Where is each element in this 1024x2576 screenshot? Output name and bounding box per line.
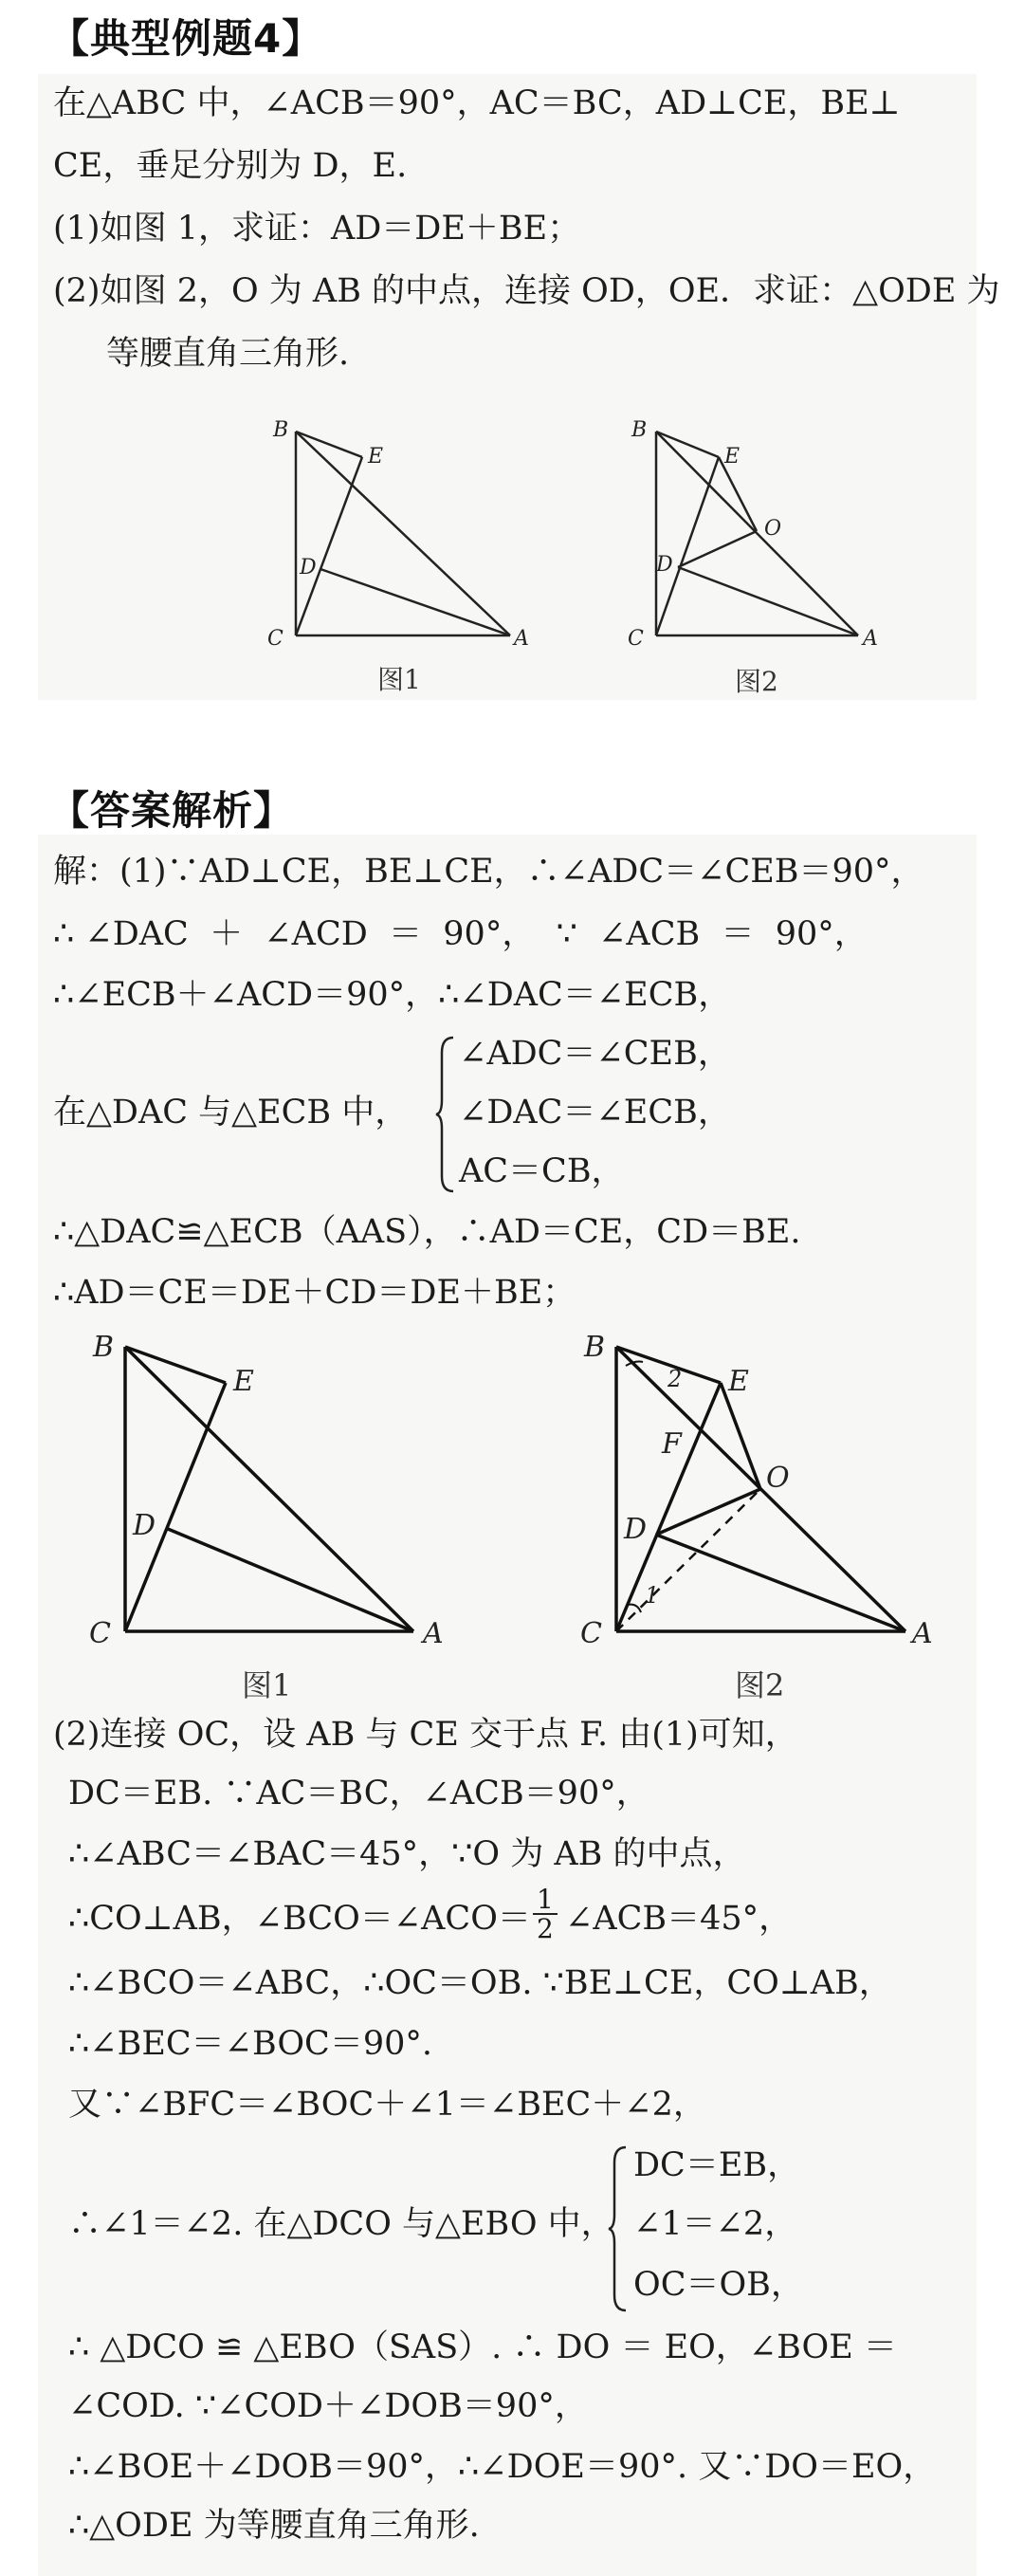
part2-line-3: ∴∠ABC＝∠BAC＝45°，∵O 为 AB 的中点，	[68, 1835, 746, 1873]
label-E: E	[724, 445, 741, 469]
label-B: B	[584, 1331, 606, 1364]
answer-system-1-line-2: ∠DAC＝∠ECB，	[459, 1094, 731, 1132]
problem-figure-2-caption: 图2	[735, 666, 778, 697]
answer-figure-2	[569, 1328, 967, 1650]
answer-system-2-line-1: DC＝EB，	[633, 2146, 801, 2184]
fraction-numerator: 1	[533, 1886, 558, 1915]
problem-line-4: (2)如图 2，O 为 AB 的中点，连接 OD，OE．求证：△ODE 为	[53, 272, 1000, 310]
label-C: C	[89, 1617, 111, 1650]
label-E: E	[233, 1365, 254, 1398]
part2-line-12: ∴△ODE 为等腰直角三角形.	[68, 2507, 480, 2545]
part2-line-9: ∴ △DCO ≌ △EBO（SAS）. ∴ DO ＝ EO，∠BOE ＝	[68, 2328, 897, 2366]
part2-line-10: ∠COD. ∵∠COD＋∠DOB＝90°，	[68, 2387, 588, 2425]
part2-line-1: (2)连接 OC，设 AB 与 CE 交于点 F. 由(1)可知，	[53, 1716, 798, 1754]
part2-line-2: DC＝EB. ∵AC＝BC，∠ACB＝90°，	[68, 1775, 649, 1812]
label-B: B	[273, 418, 289, 442]
answer-system-2-line-3: OC＝OB，	[633, 2266, 804, 2304]
problem-line-2: CE，垂足分别为 D，E.	[53, 147, 408, 185]
answer-title: 【答案解析】	[49, 787, 295, 834]
label-angle-1: 1	[645, 1582, 660, 1609]
label-A: A	[514, 627, 529, 651]
label-C: C	[267, 627, 283, 651]
label-O: O	[766, 1462, 790, 1495]
answer-line-1: 解：(1)∵AD⊥CE，BE⊥CE，∴∠ADC＝∠CEB＝90°，	[53, 853, 924, 891]
label-O: O	[764, 517, 782, 541]
label-angle-2: 2	[667, 1366, 683, 1392]
problem-line-3: (1)如图 1，求证：AD＝DE＋BE；	[53, 210, 581, 248]
answer-system-2-line-2: ∠1＝∠2，	[633, 2205, 798, 2243]
problem-line-5: 等腰直角三角形.	[106, 335, 350, 373]
part2-line-8: ∴∠1＝∠2. 在△DCO 与△EBO 中，	[68, 2205, 614, 2243]
answer-figure-1	[76, 1328, 474, 1650]
label-D: D	[624, 1513, 648, 1546]
part2-line-6: ∴∠BEC＝∠BOC＝90°.	[68, 2025, 432, 2063]
label-A: A	[423, 1617, 444, 1650]
problem-title: 【典型例题4】	[49, 15, 323, 62]
fraction-one-half	[529, 1886, 561, 1943]
answer-line-8: ∴△DAC≌△ECB（AAS），∴AD＝CE，CD＝BE.	[53, 1213, 801, 1251]
problem-line-1: 在△ABC 中，∠ACB＝90°，AC＝BC，AD⊥CE，BE⊥	[53, 84, 901, 122]
answer-figure-2-caption: 图2	[735, 1667, 785, 1703]
part2-line-4b: ∠ACB＝45°，	[565, 1900, 793, 1938]
problem-figure-2	[607, 408, 891, 654]
label-E: E	[368, 445, 384, 469]
answer-line-4: 在△DAC 与△ECB 中，	[53, 1094, 409, 1132]
label-B: B	[93, 1331, 115, 1364]
label-A: A	[863, 627, 878, 651]
part2-line-7: 又∵∠BFC＝∠BOC＋∠1＝∠BEC＋∠2，	[68, 2086, 706, 2124]
label-C: C	[580, 1617, 602, 1650]
label-D: D	[656, 553, 673, 577]
answer-line-9: ∴AD＝CE＝DE＋CD＝DE＋BE；	[53, 1274, 576, 1312]
label-D: D	[133, 1509, 156, 1542]
answer-system-1-line-1: ∠ADC＝∠CEB，	[459, 1035, 731, 1073]
problem-figure-1	[256, 408, 540, 654]
problem-figure-1-caption: 图1	[377, 664, 421, 695]
system-brace-2	[607, 2144, 630, 2314]
fraction-denominator: 2	[537, 1913, 554, 1945]
system-brace-1	[434, 1034, 457, 1195]
label-A: A	[912, 1617, 933, 1650]
label-F: F	[662, 1427, 682, 1461]
answer-figure-1-caption: 图1	[242, 1667, 292, 1703]
part2-line-5: ∴∠BCO＝∠ABC，∴OC＝OB. ∵BE⊥CE，CO⊥AB，	[68, 1964, 892, 2002]
answer-line-3: ∴∠ECB＋∠ACD＝90°，∴∠DAC＝∠ECB，	[53, 976, 732, 1014]
label-E: E	[728, 1365, 749, 1398]
answer-line-2: ∴ ∠DAC ＋ ∠ACD ＝ 90°， ∵ ∠ACB ＝ 90°，	[53, 915, 868, 953]
part2-line-11: ∴∠BOE＋∠DOB＝90°，∴∠DOE＝90°. 又∵DO＝EO，	[68, 2448, 937, 2486]
answer-system-1-line-3: AC＝CB，	[459, 1152, 625, 1190]
label-D: D	[300, 556, 317, 580]
label-C: C	[628, 627, 644, 651]
label-B: B	[631, 418, 648, 442]
part2-line-4: ∴CO⊥AB，∠BCO＝∠ACO＝	[68, 1900, 531, 1938]
